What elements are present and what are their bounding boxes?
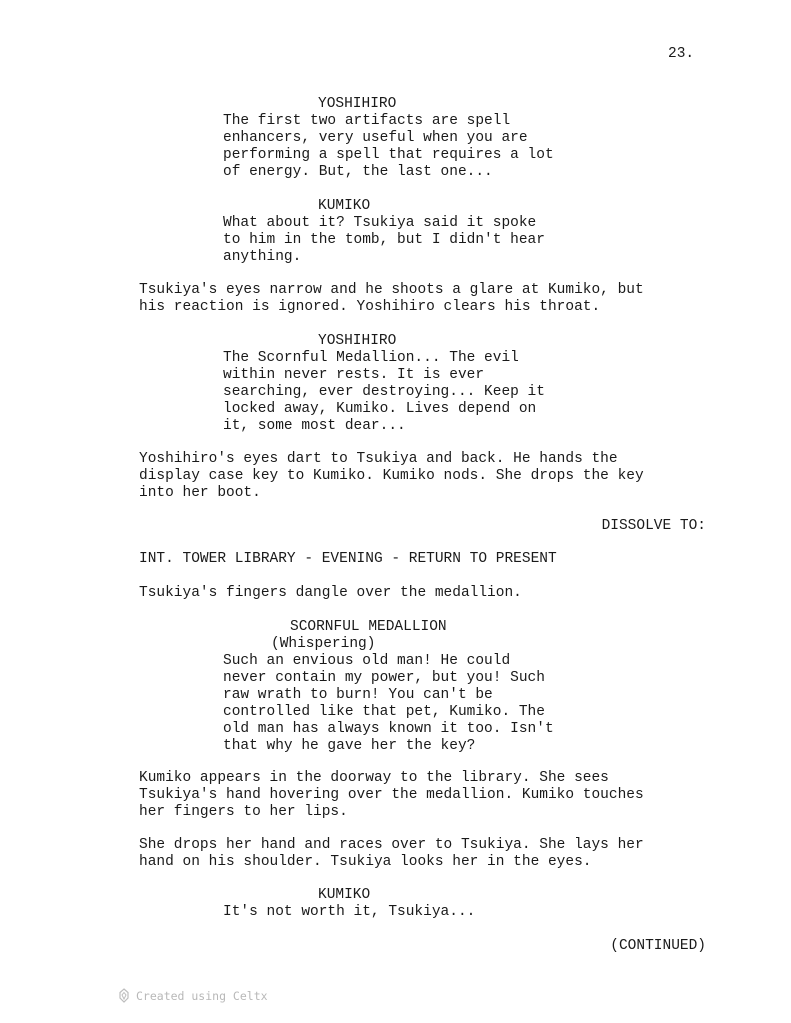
- transition: DISSOLVE TO:: [601, 518, 706, 534]
- parenthetical: (Whispering): [271, 636, 376, 652]
- dialogue: The Scornful Medallion... The evil within never rests. It is ever searching, ever destroying... Keep it locked away, Kumiko. Lives depend on it, some most dear...: [223, 350, 545, 434]
- page-number: 23.: [668, 46, 695, 62]
- celtx-logo-icon: [118, 988, 130, 1003]
- character-name: YOSHIHIRO: [318, 96, 397, 112]
- action-line: Tsukiya's eyes narrow and he shoots a glare at Kumiko, but his reaction is ignored. Yoshihiro clears his throat.: [139, 282, 644, 315]
- continued-marker: (CONTINUED): [610, 938, 706, 954]
- footer-watermark: [118, 988, 268, 1003]
- character-name: YOSHIHIRO: [318, 333, 397, 349]
- action-line: Yoshihiro's eyes dart to Tsukiya and back. He hands the display case key to Kumiko. Kumiko nods. She drops the key into her boot.: [139, 451, 644, 501]
- action-line: She drops her hand and races over to Tsukiya. She lays her hand on his shoulder. Tsukiya looks her in the eyes.: [139, 837, 644, 870]
- dialogue: Such an envious old man! He could never contain my power, but you! Such raw wrath to burn! You can't be controlled like that pet, Kumiko. The old man has always known it too. Isn't that why he gave her the key?: [223, 653, 554, 754]
- character-name: KUMIKO: [318, 198, 371, 214]
- action-line: Tsukiya's fingers dangle over the medallion.: [139, 585, 522, 601]
- dialogue: The first two artifacts are spell enhancers, very useful when you are performing a spell that requires a lot of energy. But, the last one...: [223, 113, 554, 180]
- character-name: KUMIKO: [318, 887, 371, 903]
- action-line: Kumiko appears in the doorway to the library. She sees Tsukiya's hand hovering over the medallion. Kumiko touches her fingers to her lips.: [139, 770, 644, 820]
- dialogue: What about it? Tsukiya said it spoke to him in the tomb, but I didn't hear anything.: [223, 215, 545, 265]
- dialogue: It's not worth it, Tsukiya...: [223, 904, 476, 920]
- footer-text: Created using Celtx: [136, 988, 268, 1003]
- character-name: SCORNFUL MEDALLION: [290, 619, 447, 635]
- scene-heading: INT. TOWER LIBRARY - EVENING - RETURN TO PRESENT: [139, 551, 557, 567]
